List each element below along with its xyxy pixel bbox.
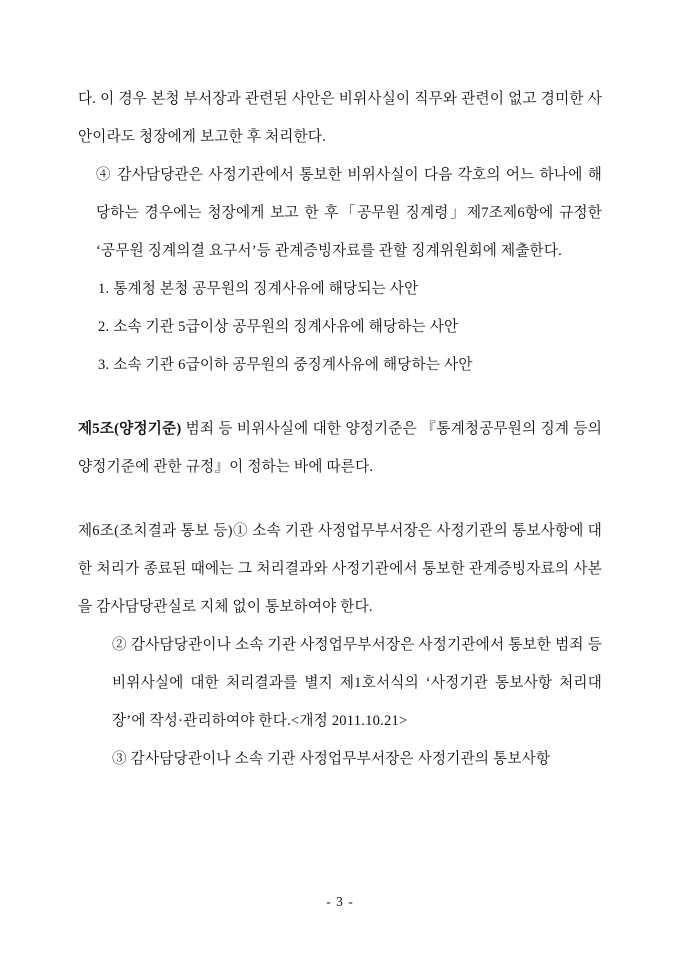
article-5: [78, 410, 602, 486]
list-item-3: 3. 소속 기관 6급이하 공무원의 중징계사유에 해당하는 사안: [98, 357, 473, 373]
page-number: - 3 -: [326, 894, 354, 909]
article-6-clause-1: [78, 512, 602, 626]
article-6-clause-1-text: ① 소속 기관 사정업무부서장은 사정기관의 통보사항에 대한 처리가 종료된 때에는 그 처리결과와 사정기관에서 통보한 관계증빙자료의 사본을 감사담당관실로 지체 없이 통보하여야 한다.: [78, 523, 602, 615]
paragraph-continued-top: 다. 이 경우 본청 부서장과 관련된 사안은 비위사실이 직무와 관련이 없고 경미한 사안이라도 청장에게 보고한 후 처리한다.: [78, 91, 602, 145]
article-5-heading: 제5조(양정기준): [78, 421, 182, 437]
list-item-2: 2. 소속 기관 5급이상 공무원의 징계사유에 해당하는 사안: [98, 319, 459, 335]
article-6-clause-2: ② 감사담당관이나 소속 기관 사정업무부서장은 사정기관에서 통보한 범죄 등 비위사실에 대한 처리결과를 별지 제1호서식의 ‘사정기관 통보사항 처리대장’에 작성·관리하여야 한다.<개정 2011.10.21>: [112, 637, 602, 729]
paragraph-clause-4: ④ 감사담당관은 사정기관에서 통보한 비위사실이 다음 각호의 어느 하나에 해당하는 경우에는 청장에게 보고 한 후「공무원 징계령」제7조제6항에 규정한 ‘공무원 징계의결 요구서’등 관계증빙자료를 관할 징계위원회에 제출한다.: [96, 167, 602, 259]
article-6-clause-3: ③ 감사담당관이나 소속 기관 사정업무부서장은 사정기관의 통보사항: [112, 751, 551, 767]
spacer-before-article-5: [78, 384, 602, 410]
spacer-before-article-6: [78, 486, 602, 512]
document-body: [78, 80, 602, 778]
list-item-1: 1. 통계청 본청 공무원의 징계사유에 해당되는 사안: [98, 281, 419, 297]
article-5-body: 범죄 등 비위사실에 대한 양정기준은 『통계청공무원의 징계 등의 양정기준에 관한 규정』이 정하는 바에 따른다.: [78, 421, 602, 475]
article-6-heading: 제6조(조치결과 통보 등): [78, 523, 233, 539]
